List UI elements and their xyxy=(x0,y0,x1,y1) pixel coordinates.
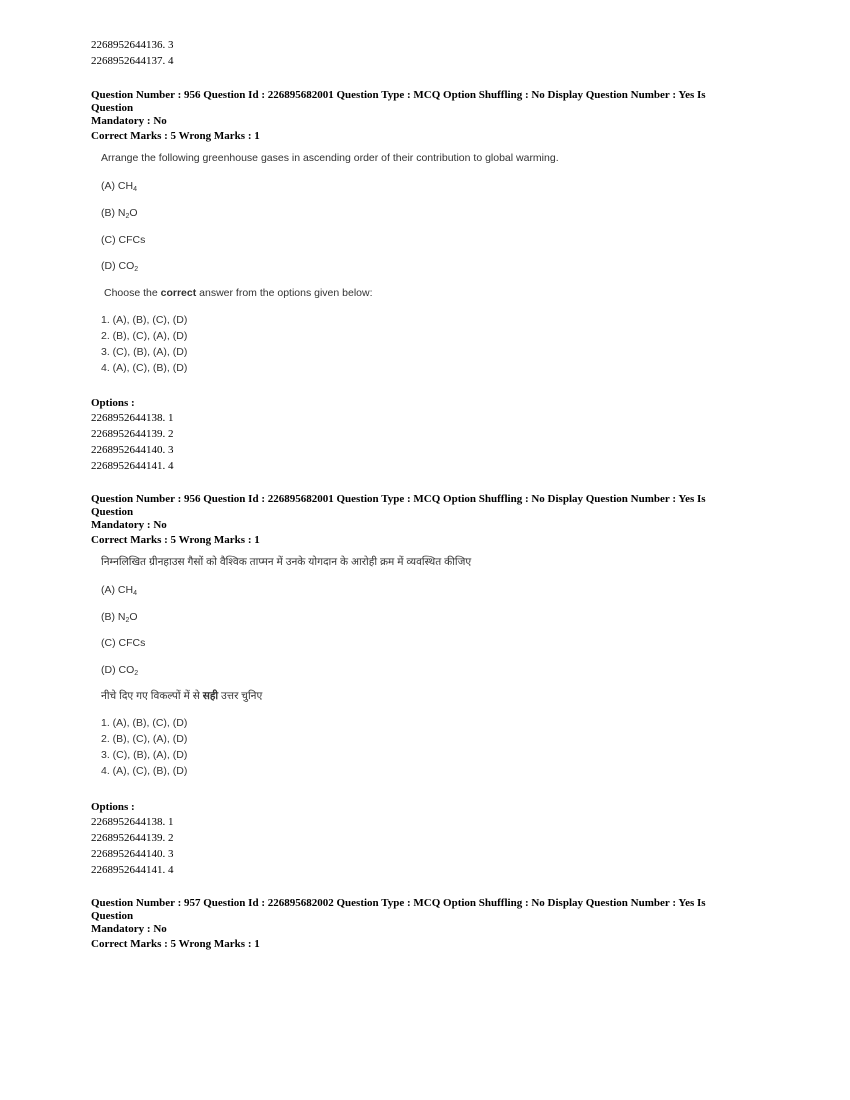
answer-choice: 2. (B), (C), (A), (D) xyxy=(101,330,188,342)
option-line: 2268952644139. 2 xyxy=(91,428,174,440)
marks-line: Correct Marks : 5 Wrong Marks : 1 xyxy=(91,130,260,142)
answer-choice: 4. (A), (C), (B), (D) xyxy=(101,362,188,374)
option-line: 2268952644136. 3 xyxy=(91,39,174,51)
question-text: निम्नलिखित ग्रीनहाउस गैसों को वैश्विक ताप्मन में उनके योगदान के आरोही क्रम में व्यवस्थित कीजिए xyxy=(101,556,472,568)
question-item: (C) CFCs xyxy=(101,234,146,246)
answer-choice: 4. (A), (C), (B), (D) xyxy=(101,765,188,777)
options-label: Options : xyxy=(91,397,135,409)
option-line: 2268952644138. 1 xyxy=(91,816,174,828)
option-line: 2268952644139. 2 xyxy=(91,832,174,844)
choose-instruction: Choose the correct answer from the options given below: xyxy=(104,287,373,299)
options-label: Options : xyxy=(91,801,135,813)
answer-choice: 3. (C), (B), (A), (D) xyxy=(101,346,188,358)
option-line: 2268952644140. 3 xyxy=(91,444,174,456)
option-line: 2268952644141. 4 xyxy=(91,864,174,876)
question-header xyxy=(91,897,741,951)
answer-choice: 2. (B), (C), (A), (D) xyxy=(101,733,188,745)
answer-choice: 3. (C), (B), (A), (D) xyxy=(101,749,188,761)
question-meta: Question Number : 956 Question Id : 226895682001 Question Type : MCQ Option Shuffling : No Display Question Number : Yes Is Question xyxy=(91,493,706,518)
marks-line: Correct Marks : 5 Wrong Marks : 1 xyxy=(91,938,260,950)
question-meta: Question Number : 957 Question Id : 226895682002 Question Type : MCQ Option Shuffling : No Display Question Number : Yes Is Question xyxy=(91,897,706,922)
question-item: (A) $CH_4$ xyxy=(101,584,137,597)
question-header xyxy=(91,493,741,547)
question-item: (C) CFCs xyxy=(101,637,146,649)
marks-line: Correct Marks : 5 Wrong Marks : 1 xyxy=(91,534,260,546)
mandatory-flag: Mandatory : No xyxy=(91,519,167,531)
choose-instruction: नीचे दिए गए विकल्पों में से सही उत्तर चुनिए xyxy=(101,690,263,702)
answer-choice: 1. (A), (B), (C), (D) xyxy=(101,717,188,729)
question-item: (D) $CO_2$ xyxy=(101,664,139,677)
mandatory-flag: Mandatory : No xyxy=(91,115,167,127)
question-item: (B) $N_2O$ xyxy=(101,611,138,624)
question-header xyxy=(91,89,741,143)
option-line: 2268952644138. 1 xyxy=(91,412,174,424)
option-line: 2268952644137. 4 xyxy=(91,55,174,67)
question-meta: Question Number : 956 Question Id : 226895682001 Question Type : MCQ Option Shuffling : No Display Question Number : Yes Is Question xyxy=(91,89,706,114)
option-line: 2268952644140. 3 xyxy=(91,848,174,860)
question-item: (A) $CH_4$ xyxy=(101,180,137,193)
question-item: (B) $N_2O$ xyxy=(101,207,138,220)
mandatory-flag: Mandatory : No xyxy=(91,923,167,935)
question-text: Arrange the following greenhouse gases in ascending order of their contribution to global warming. xyxy=(101,152,559,164)
question-item: (D) $CO_2$ xyxy=(101,260,139,273)
option-line: 2268952644141. 4 xyxy=(91,460,174,472)
answer-choice: 1. (A), (B), (C), (D) xyxy=(101,314,188,326)
